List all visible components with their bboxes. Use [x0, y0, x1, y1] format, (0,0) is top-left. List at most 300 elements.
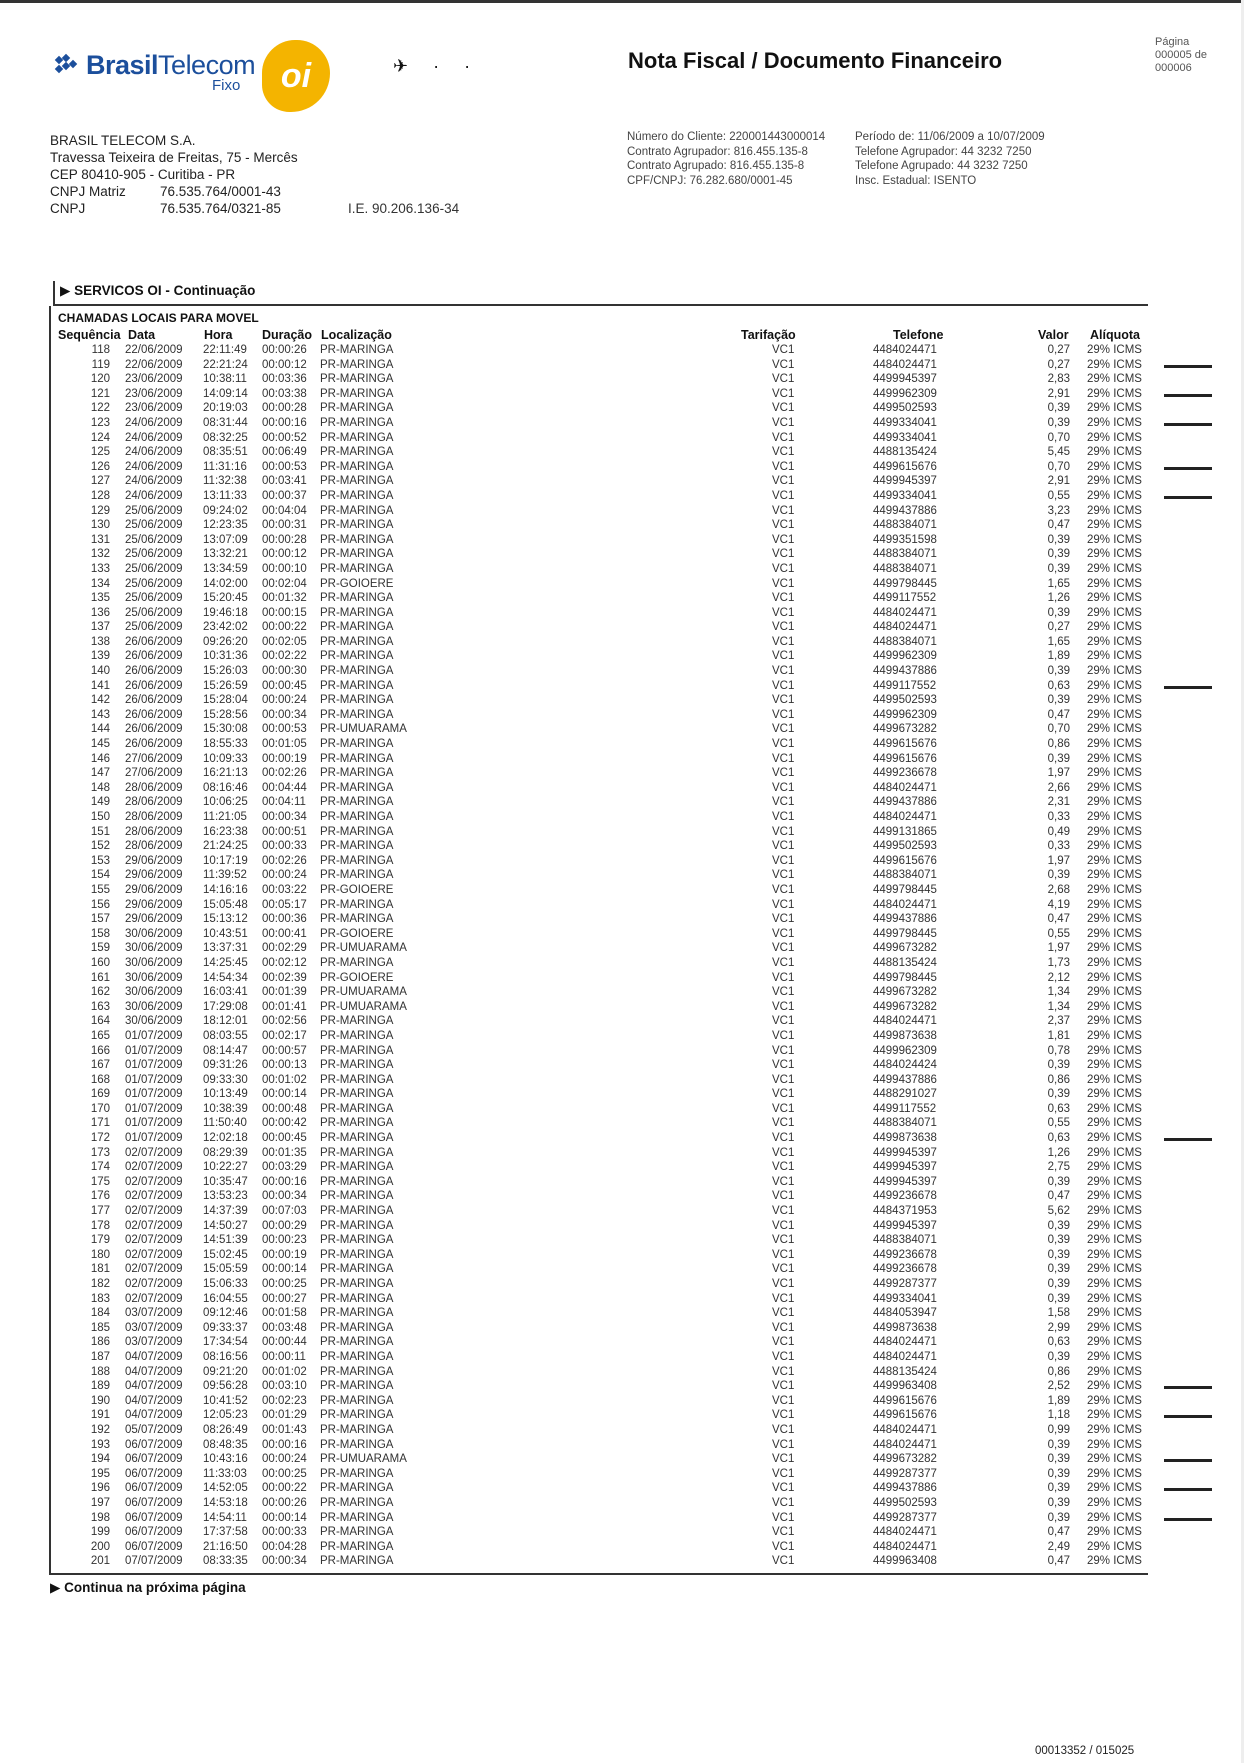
row-phone: 4499615676: [873, 1409, 937, 1422]
col-value: Valor: [1038, 328, 1069, 342]
row-time: 09:12:46: [203, 1307, 248, 1320]
row-tariff: VC1: [772, 942, 795, 955]
row-tariff: VC1: [772, 1511, 795, 1524]
table-row: [0, 1351, 1244, 1366]
row-date: 30/06/2009: [125, 971, 183, 984]
row-seq: 166: [90, 1044, 110, 1057]
row-seq: 179: [90, 1234, 110, 1247]
row-phone: 4499334041: [873, 1292, 937, 1305]
row-tariff: VC1: [772, 854, 795, 867]
row-tariff: VC1: [772, 504, 795, 517]
row-time: 16:04:55: [203, 1292, 248, 1305]
row-date: 26/06/2009: [125, 679, 183, 692]
row-value: 1,34: [1047, 986, 1070, 999]
row-duration: 00:02:04: [262, 577, 307, 590]
row-seq: 132: [90, 548, 110, 561]
table-row: [0, 826, 1244, 841]
row-seq: 188: [90, 1365, 110, 1378]
col-date: Data: [128, 328, 156, 342]
row-location: PR-MARINGA: [320, 548, 394, 561]
row-date: 29/06/2009: [125, 883, 183, 896]
row-tariff: VC1: [772, 460, 795, 473]
row-aliquot: 29% ICMS: [1087, 431, 1142, 444]
row-duration: 00:02:12: [262, 956, 307, 969]
row-phone: 4499963408: [873, 1380, 937, 1393]
row-time: 14:37:39: [203, 1205, 248, 1218]
row-tariff: VC1: [772, 489, 795, 502]
row-value: 0,47: [1047, 708, 1070, 721]
row-duration: 00:00:37: [262, 489, 307, 502]
table-row: [0, 811, 1244, 826]
row-duration: 00:00:36: [262, 913, 307, 926]
row-phone: 4499798445: [873, 971, 937, 984]
row-duration: 00:00:52: [262, 431, 307, 444]
highlight-mark: [1164, 423, 1212, 426]
row-time: 10:43:51: [203, 927, 248, 940]
row-tariff: VC1: [772, 840, 795, 853]
row-time: 23:42:02: [203, 621, 248, 634]
row-date: 25/06/2009: [125, 606, 183, 619]
row-aliquot: 29% ICMS: [1087, 869, 1142, 882]
table-row: [0, 1541, 1244, 1556]
row-tariff: VC1: [772, 723, 795, 736]
row-seq: 153: [90, 854, 110, 867]
row-value: 2,83: [1047, 373, 1070, 386]
row-time: 13:32:21: [203, 548, 248, 561]
row-phone: 4484053947: [873, 1307, 937, 1320]
document-title: Nota Fiscal / Documento Financeiro: [628, 48, 1003, 73]
row-seq: 134: [90, 577, 110, 590]
row-aliquot: 29% ICMS: [1087, 1350, 1142, 1363]
row-tariff: VC1: [772, 1190, 795, 1203]
row-date: 29/06/2009: [125, 913, 183, 926]
row-date: 25/06/2009: [125, 592, 183, 605]
row-tariff: VC1: [772, 1467, 795, 1480]
row-phone: 4488135424: [873, 956, 937, 969]
row-tariff: VC1: [772, 1117, 795, 1130]
row-aliquot: 29% ICMS: [1087, 1029, 1142, 1042]
row-duration: 00:03:10: [262, 1380, 307, 1393]
row-tariff: VC1: [772, 1321, 795, 1334]
company-address: Travessa Teixeira de Freitas, 75 - Mercês: [50, 150, 298, 165]
row-duration: 00:00:22: [262, 621, 307, 634]
row-time: 10:31:36: [203, 650, 248, 663]
row-seq: 125: [90, 446, 110, 459]
row-value: 0,39: [1047, 1175, 1070, 1188]
row-duration: 00:03:29: [262, 1161, 307, 1174]
row-phone: 4499351598: [873, 533, 937, 546]
row-value: 1,97: [1047, 854, 1070, 867]
row-location: PR-MARINGA: [320, 460, 394, 473]
row-time: 12:02:18: [203, 1132, 248, 1145]
row-value: 1,26: [1047, 1146, 1070, 1159]
row-duration: 00:02:26: [262, 767, 307, 780]
row-date: 02/07/2009: [125, 1190, 183, 1203]
table-row: [0, 1190, 1244, 1205]
row-location: PR-MARINGA: [320, 1248, 394, 1261]
table-row: [0, 650, 1244, 665]
row-date: 24/06/2009: [125, 489, 183, 502]
row-tariff: VC1: [772, 577, 795, 590]
row-location: PR-MARINGA: [320, 344, 394, 356]
row-time: 11:33:03: [203, 1467, 247, 1480]
row-seq: 169: [90, 1088, 110, 1101]
row-seq: 155: [90, 883, 110, 896]
row-phone: 4499437886: [873, 796, 937, 809]
row-value: 1,89: [1047, 650, 1070, 663]
row-seq: 163: [90, 1000, 110, 1013]
row-phone: 4488384071: [873, 548, 937, 561]
row-duration: 00:01:58: [262, 1307, 307, 1320]
row-tariff: VC1: [772, 1248, 795, 1261]
row-date: 30/06/2009: [125, 986, 183, 999]
row-date: 25/06/2009: [125, 504, 183, 517]
row-seq: 194: [90, 1453, 110, 1466]
row-aliquot: 29% ICMS: [1087, 577, 1142, 590]
row-value: 0,39: [1047, 416, 1070, 429]
row-value: 1,65: [1047, 635, 1070, 648]
row-duration: 00:00:45: [262, 679, 307, 692]
row-location: PR-MARINGA: [320, 606, 394, 619]
row-duration: 00:02:05: [262, 635, 307, 648]
row-value: 0,47: [1047, 1555, 1070, 1568]
row-duration: 00:00:53: [262, 723, 307, 736]
row-seq: 185: [90, 1321, 110, 1334]
row-location: PR-MARINGA: [320, 1292, 394, 1305]
row-date: 03/07/2009: [125, 1307, 183, 1320]
row-time: 10:35:47: [203, 1175, 248, 1188]
row-phone: 4499873638: [873, 1029, 937, 1042]
row-tariff: VC1: [772, 402, 795, 415]
row-duration: 00:00:51: [262, 825, 307, 838]
row-aliquot: 29% ICMS: [1087, 883, 1142, 896]
row-location: PR-MARINGA: [320, 489, 394, 502]
row-seq: 180: [90, 1248, 110, 1261]
table-row: [0, 534, 1244, 549]
row-tariff: VC1: [772, 1394, 795, 1407]
highlight-mark: [1164, 686, 1212, 689]
row-phone: 4499502593: [873, 402, 937, 415]
company-name: BRASIL TELECOM S.A.: [50, 133, 196, 148]
insc-estadual: Insc. Estadual: ISENTO: [855, 174, 977, 187]
row-seq: 165: [90, 1029, 110, 1042]
row-phone: 4499673282: [873, 986, 937, 999]
row-seq: 162: [90, 986, 110, 999]
row-seq: 120: [90, 373, 110, 386]
row-duration: 00:00:14: [262, 1263, 307, 1276]
row-value: 0,39: [1047, 1088, 1070, 1101]
row-location: PR-UMUARAMA: [320, 1453, 407, 1466]
row-date: 04/07/2009: [125, 1409, 183, 1422]
row-location: PR-MARINGA: [320, 1350, 394, 1363]
row-seq: 198: [90, 1511, 110, 1524]
row-value: 0,39: [1047, 1350, 1070, 1363]
row-value: 0,39: [1047, 562, 1070, 575]
col-seq: Sequência: [58, 328, 121, 342]
row-aliquot: 29% ICMS: [1087, 1263, 1142, 1276]
top-border: [0, 0, 1244, 3]
row-duration: 00:00:24: [262, 694, 307, 707]
row-duration: 00:04:28: [262, 1540, 307, 1553]
row-value: 0,39: [1047, 1482, 1070, 1495]
row-date: 06/07/2009: [125, 1453, 183, 1466]
row-date: 26/06/2009: [125, 665, 183, 678]
row-phone: 4484024471: [873, 1540, 937, 1553]
row-date: 23/06/2009: [125, 373, 183, 386]
row-value: 0,70: [1047, 723, 1070, 736]
row-phone: 4484024471: [873, 606, 937, 619]
row-aliquot: 29% ICMS: [1087, 402, 1142, 415]
row-tariff: VC1: [772, 1234, 795, 1247]
row-location: PR-MARINGA: [320, 781, 394, 794]
highlight-mark: [1164, 365, 1212, 368]
row-aliquot: 29% ICMS: [1087, 1190, 1142, 1203]
row-aliquot: 29% ICMS: [1087, 548, 1142, 561]
row-aliquot: 29% ICMS: [1087, 373, 1142, 386]
row-phone: 4484024471: [873, 621, 937, 634]
row-location: PR-MARINGA: [320, 708, 394, 721]
row-seq: 184: [90, 1307, 110, 1320]
row-value: 0,27: [1047, 621, 1070, 634]
client-number: Número do Cliente: 220001443000014: [627, 131, 826, 143]
row-time: 14:51:39: [203, 1234, 248, 1247]
row-location: PR-MARINGA: [320, 1088, 394, 1101]
row-duration: 00:00:19: [262, 752, 307, 765]
row-seq: 193: [90, 1438, 110, 1451]
row-duration: 00:01:05: [262, 738, 307, 751]
row-phone: 4484371953: [873, 1205, 937, 1218]
row-duration: 00:00:30: [262, 665, 307, 678]
row-time: 15:28:04: [203, 694, 248, 707]
row-tariff: VC1: [772, 694, 795, 707]
table-row: [0, 373, 1244, 388]
row-date: 02/07/2009: [125, 1234, 183, 1247]
row-value: 0,63: [1047, 1102, 1070, 1115]
row-aliquot: 29% ICMS: [1087, 1102, 1142, 1115]
row-duration: 00:00:10: [262, 562, 307, 575]
row-seq: 137: [90, 621, 110, 634]
row-tariff: VC1: [772, 1540, 795, 1553]
row-date: 26/06/2009: [125, 708, 183, 721]
row-aliquot: 29% ICMS: [1087, 1321, 1142, 1334]
row-time: 10:09:33: [203, 752, 248, 765]
row-phone: 4499615676: [873, 460, 937, 473]
row-location: PR-MARINGA: [320, 1102, 394, 1115]
cnpj-matriz: CNPJ Matriz 76.535.764/0001-43: [50, 184, 281, 199]
row-duration: 00:01:39: [262, 986, 307, 999]
row-aliquot: 29% ICMS: [1087, 723, 1142, 736]
row-location: PR-MARINGA: [320, 1190, 394, 1203]
row-seq: 201: [90, 1555, 110, 1568]
row-time: 16:23:38: [203, 825, 248, 838]
row-duration: 00:05:17: [262, 898, 307, 911]
row-phone: 4499615676: [873, 854, 937, 867]
row-seq: 150: [90, 811, 110, 823]
row-date: 03/07/2009: [125, 1321, 183, 1334]
row-tariff: VC1: [772, 883, 795, 896]
row-tariff: VC1: [772, 635, 795, 648]
row-location: PR-MARINGA: [320, 1321, 394, 1334]
table-row: [0, 942, 1244, 957]
row-phone: 4499873638: [873, 1132, 937, 1145]
row-tariff: VC1: [772, 1146, 795, 1159]
row-duration: 00:04:44: [262, 781, 307, 794]
row-tariff: VC1: [772, 1044, 795, 1057]
row-value: 0,39: [1047, 1511, 1070, 1524]
row-time: 11:50:40: [203, 1117, 247, 1130]
row-seq: 133: [90, 562, 110, 575]
row-phone: 4499615676: [873, 752, 937, 765]
row-date: 06/07/2009: [125, 1496, 183, 1509]
row-value: 0,70: [1047, 460, 1070, 473]
table-row: [0, 1293, 1244, 1308]
col-aliquot: Alíquota: [1090, 328, 1140, 342]
row-value: 1,34: [1047, 1000, 1070, 1013]
row-location: PR-MARINGA: [320, 1219, 394, 1232]
row-seq: 200: [90, 1540, 110, 1553]
row-seq: 159: [90, 942, 110, 955]
row-aliquot: 29% ICMS: [1087, 971, 1142, 984]
row-duration: 00:00:15: [262, 606, 307, 619]
row-value: 0,99: [1047, 1423, 1070, 1436]
table-row: [0, 446, 1244, 461]
row-value: 2,68: [1047, 883, 1070, 896]
row-value: 1,97: [1047, 942, 1070, 955]
row-duration: 00:00:45: [262, 1132, 307, 1145]
row-duration: 00:00:42: [262, 1117, 307, 1130]
row-phone: 4484024471: [873, 1438, 937, 1451]
row-date: 07/07/2009: [125, 1555, 183, 1568]
row-duration: 00:00:16: [262, 1438, 307, 1451]
row-phone: 4499502593: [873, 840, 937, 853]
row-date: 28/06/2009: [125, 825, 183, 838]
table-row: [0, 1336, 1244, 1351]
row-seq: 127: [90, 475, 110, 488]
row-seq: 139: [90, 650, 110, 663]
row-value: 0,70: [1047, 431, 1070, 444]
row-date: 30/06/2009: [125, 942, 183, 955]
row-time: 11:21:05: [203, 811, 247, 823]
row-time: 10:17:19: [203, 854, 248, 867]
row-time: 14:54:11: [203, 1511, 247, 1524]
table-row: [0, 767, 1244, 782]
row-tariff: VC1: [772, 1292, 795, 1305]
row-location: PR-MARINGA: [320, 475, 394, 488]
row-phone: 4499963408: [873, 1555, 937, 1568]
row-value: 0,55: [1047, 927, 1070, 940]
row-duration: 00:01:43: [262, 1423, 307, 1436]
row-location: PR-GOIOERE: [320, 883, 394, 896]
table-row: [0, 505, 1244, 520]
table-row: [0, 869, 1244, 884]
row-aliquot: 29% ICMS: [1087, 1088, 1142, 1101]
row-value: 0,78: [1047, 1044, 1070, 1057]
row-date: 26/06/2009: [125, 723, 183, 736]
row-location: PR-MARINGA: [320, 913, 394, 926]
row-value: 0,39: [1047, 1234, 1070, 1247]
row-time: 15:13:12: [203, 913, 248, 926]
row-value: 2,37: [1047, 1015, 1070, 1028]
col-location: Localização: [321, 328, 392, 342]
row-duration: 00:02:26: [262, 854, 307, 867]
row-duration: 00:06:49: [262, 446, 307, 459]
row-aliquot: 29% ICMS: [1087, 592, 1142, 605]
row-duration: 00:01:32: [262, 592, 307, 605]
row-seq: 156: [90, 898, 110, 911]
row-location: PR-MARINGA: [320, 665, 394, 678]
row-tariff: VC1: [772, 548, 795, 561]
row-phone: 4499962309: [873, 708, 937, 721]
table-row: [0, 475, 1244, 490]
row-tariff: VC1: [772, 1015, 795, 1028]
row-aliquot: 29% ICMS: [1087, 562, 1142, 575]
row-time: 14:16:16: [203, 883, 248, 896]
row-location: PR-MARINGA: [320, 387, 394, 400]
row-tariff: VC1: [772, 665, 795, 678]
col-duration: Duração: [262, 328, 313, 342]
row-location: PR-MARINGA: [320, 1146, 394, 1159]
table-row: [0, 782, 1244, 797]
row-phone: 4488384071: [873, 635, 937, 648]
row-date: 24/06/2009: [125, 416, 183, 429]
row-value: 1,65: [1047, 577, 1070, 590]
row-phone: 4499798445: [873, 883, 937, 896]
row-location: PR-MARINGA: [320, 1555, 394, 1568]
row-value: 0,63: [1047, 1336, 1070, 1349]
row-time: 12:05:23: [203, 1409, 248, 1422]
table-row: [0, 344, 1244, 359]
row-value: 5,62: [1047, 1205, 1070, 1218]
row-time: 14:02:00: [203, 577, 248, 590]
row-location: PR-MARINGA: [320, 416, 394, 429]
row-duration: 00:00:14: [262, 1511, 307, 1524]
row-seq: 141: [90, 679, 110, 692]
row-tariff: VC1: [772, 956, 795, 969]
row-value: 0,86: [1047, 1073, 1070, 1086]
row-time: 08:32:25: [203, 431, 248, 444]
table-row: [0, 1176, 1244, 1191]
highlight-mark: [1164, 1386, 1212, 1389]
table-row: [0, 1147, 1244, 1162]
row-seq: 195: [90, 1467, 110, 1480]
row-time: 10:38:39: [203, 1102, 248, 1115]
row-tariff: VC1: [772, 1526, 795, 1539]
row-tariff: VC1: [772, 1453, 795, 1466]
row-aliquot: 29% ICMS: [1087, 1117, 1142, 1130]
row-date: 27/06/2009: [125, 752, 183, 765]
table-row: [0, 1263, 1244, 1278]
row-duration: 00:03:22: [262, 883, 307, 896]
row-tariff: VC1: [772, 606, 795, 619]
row-duration: 00:00:28: [262, 533, 307, 546]
row-seq: 135: [90, 592, 110, 605]
row-time: 21:24:25: [203, 840, 248, 853]
inscricao-estadual: I.E. 90.206.136-34: [348, 201, 460, 216]
row-value: 1,97: [1047, 767, 1070, 780]
row-duration: 00:04:04: [262, 504, 307, 517]
row-phone: 4499117552: [873, 1102, 937, 1115]
highlight-mark: [1164, 1459, 1212, 1462]
row-location: PR-MARINGA: [320, 898, 394, 911]
row-time: 15:05:48: [203, 898, 248, 911]
row-date: 24/06/2009: [125, 446, 183, 459]
row-date: 02/07/2009: [125, 1292, 183, 1305]
table-row: [0, 1366, 1244, 1381]
row-location: PR-MARINGA: [320, 358, 394, 371]
row-location: PR-MARINGA: [320, 1307, 394, 1320]
row-location: PR-MARINGA: [320, 767, 394, 780]
row-seq: 148: [90, 781, 110, 794]
